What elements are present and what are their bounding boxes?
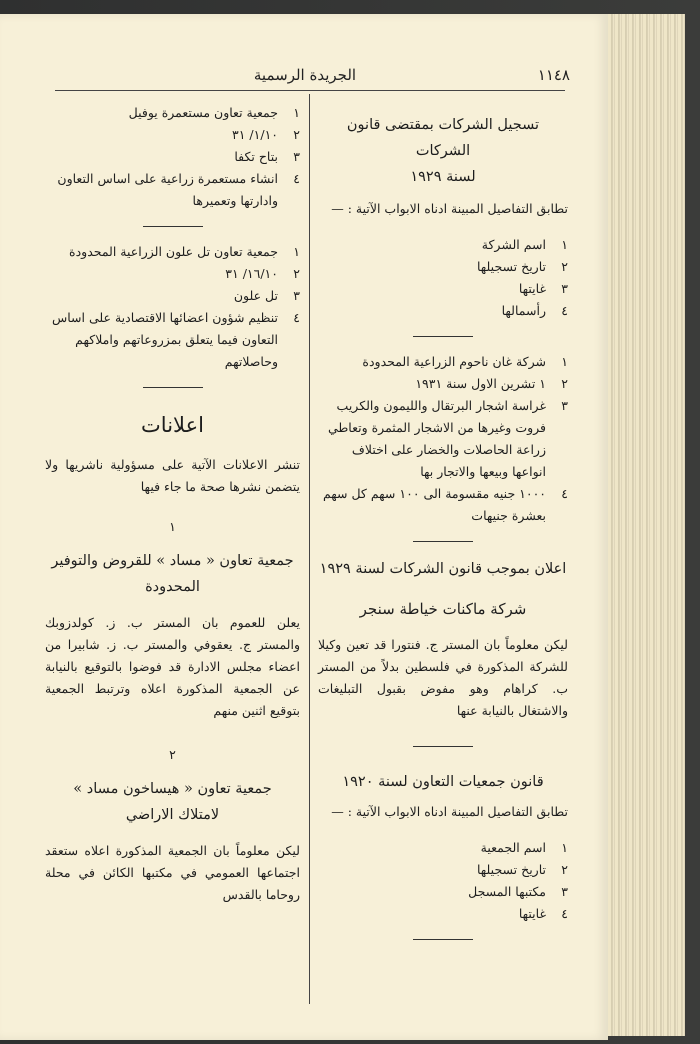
list-item: ٤ ١٠٠٠ جنيه مقسومة الى ١٠٠ سهم كل سهم بعشرة جنيهات xyxy=(322,486,568,523)
fields-list xyxy=(318,837,568,925)
section-year: لسنة ١٩٢٩ xyxy=(410,169,476,185)
list-item: ٣ غايتها xyxy=(518,281,568,296)
separator xyxy=(413,541,473,542)
list-item: ٢ تاريخ تسجيلها xyxy=(476,259,568,274)
notice-title: جمعية تعاون « هيساخون مساد » xyxy=(73,781,272,797)
header-rule xyxy=(55,90,565,91)
list-item: ١ جمعية تعاون تل علون الزراعية المحدودة xyxy=(69,244,300,259)
list-item: ٢ ١٦/١٠/ ٣١ xyxy=(225,266,300,281)
list-item: ٤ انشاء مستعمرة زراعية على اساس التعاون وادارتها وتعميرها xyxy=(57,171,300,208)
page-edges xyxy=(600,14,685,1036)
section-title-companies-registration: تسجيل الشركات بمقتضى قانون الشركات xyxy=(346,117,540,159)
list-item: ١ اسم الشركة xyxy=(481,237,568,252)
list-item: ٣ بتاح تكفا xyxy=(234,149,300,164)
section-intro: تطابق التفاصيل المبينة ادناه الابواب الآتية : — xyxy=(331,201,568,216)
section-title-cooperative-law: قانون جمعيات التعاون لسنة ١٩٢٠ xyxy=(342,774,544,790)
list-item: ٢ ١ تشرين الاول سنة ١٩٣١ xyxy=(415,376,568,391)
list-item: ٢ ١/١٠/ ٣١ xyxy=(232,127,300,142)
list-item: ١ اسم الجمعية xyxy=(480,840,568,855)
list-item: ٤ رأسمالها xyxy=(501,303,568,318)
company-entry xyxy=(318,351,568,527)
section-title-company-notice: اعلان بموجب قانون الشركات لسنة ١٩٢٩ xyxy=(319,561,567,577)
running-head xyxy=(40,60,570,88)
page-number: ١١٤٨ xyxy=(537,66,570,84)
separator xyxy=(143,226,203,227)
company-name: شركة ماكنات خياطة سنجر xyxy=(359,600,527,618)
list-item: ١ جمعية تعاون مستعمرة يوفيل xyxy=(128,105,300,120)
notice-subtitle: لامتلاك الاراضي xyxy=(125,807,220,823)
right-column xyxy=(318,102,568,954)
cooperative-entry-1 xyxy=(45,102,300,212)
separator xyxy=(413,939,473,940)
notice-body: يعلن للعموم بان المستر ب. ز. كولدزوبك والمستر ج. يعقوفي والمستر ب. ز. شابيرا من اعضاء مجلس الادارة قد فوضوا بالتوقيع بالنيابة عن الجمعية المذكورة اعلاه وترتبط الجمعية بتوقيع اثنين منهم xyxy=(45,615,300,718)
list-item: ٣ مكتبها المسجل xyxy=(468,884,568,899)
cooperative-entry-2 xyxy=(45,241,300,373)
list-item: ٣ غراسة اشجار البرتقال والليمون والكريب فروت وغيرها من الاشجار المثمرة وتعاطي زراعة الحاصلات والخضار على اختلاف انواعها وبيعها والاتجار بها xyxy=(327,398,568,479)
notice-number: ١ xyxy=(169,519,176,534)
list-item: ٤ تنظيم شؤون اعضائها الاقتصادية على اساس التعاون فيما يتعلق بمزروعاتهم واملاكهم وحاصلاتهم xyxy=(51,310,300,369)
separator xyxy=(413,746,473,747)
column-divider xyxy=(309,94,310,1004)
fields-list xyxy=(318,234,568,322)
announcements-disclaimer: تنشر الاعلانات الآتية على مسؤولية ناشريها ولا يتضمن نشرها صحة ما جاء فيها xyxy=(45,457,300,494)
gazette-page xyxy=(0,14,608,1040)
separator xyxy=(413,336,473,337)
notice-body: ليكن معلوماً بان الجمعية المذكورة اعلاه ستعقد اجتماعها العمومي في مكتبها الكائن في محلة روحاما بالقدس xyxy=(45,843,300,902)
notice-number: ٢ xyxy=(169,747,176,762)
section-intro: تطابق التفاصيل المبينة ادناه الابواب الآتية : — xyxy=(331,804,568,819)
list-item: ١ شركة غان ناحوم الزراعية المحدودة xyxy=(362,354,568,369)
separator xyxy=(143,387,203,388)
announcements-heading: اعلانات xyxy=(141,413,204,437)
notice-body: ليكن معلوماً بان المستر ج. فنتورا قد تعين وكيلا للشركة المذكورة في فلسطين بدلاً من المستر ب. كراهام وهو مفوض بقبول التبليغات والاشتغال بالنيابة عنها xyxy=(318,637,568,718)
list-item: ٣ تل علون xyxy=(233,288,300,303)
notice-title: جمعية تعاون « مساد » للقروض والتوفير المحدودة xyxy=(51,553,294,595)
list-item: ٢ تاريخ تسجيلها xyxy=(476,862,568,877)
list-item: ٤ غايتها xyxy=(518,906,568,921)
left-column xyxy=(45,102,300,906)
journal-title: الجريدة الرسمية xyxy=(253,66,357,84)
